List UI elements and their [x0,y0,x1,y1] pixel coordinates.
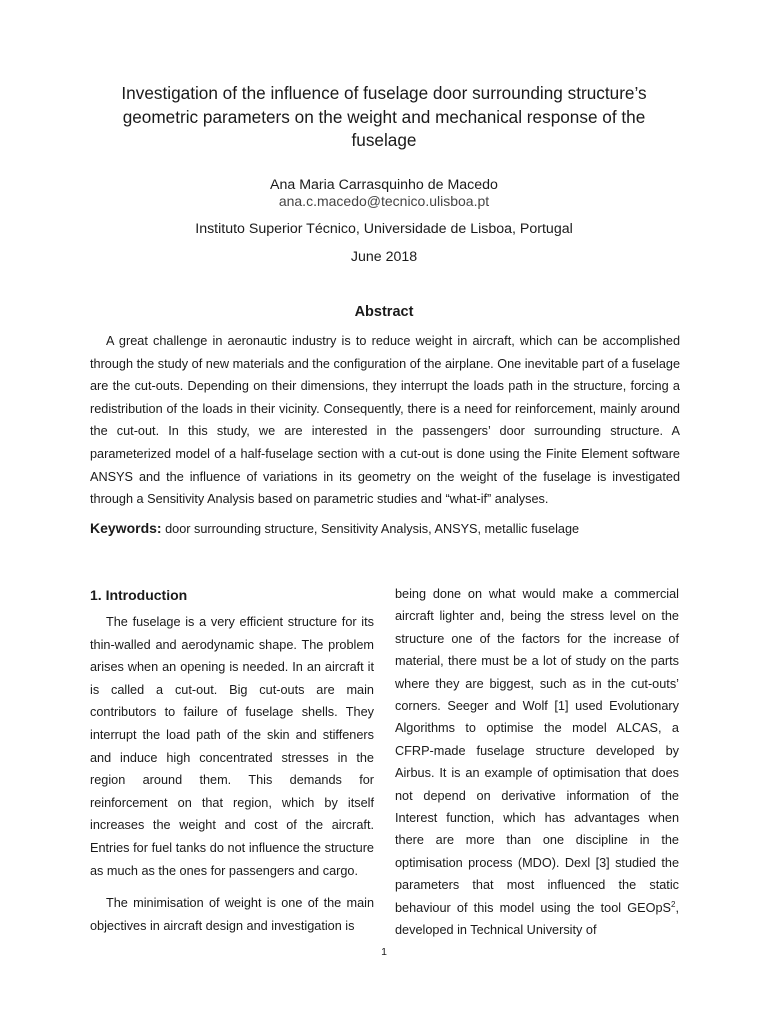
intro-paragraph-3-end: , developed in Technical University of [395,900,679,938]
intro-paragraph-1: The fuselage is a very efficient structure for its thin-walled and aerodynamic shape. The problem arises when an opening is needed. In an aircraft it is called a cut-out. Big cut-outs are main contributors to failure of fuselage shells. They interrupt the load path of the skin and stiffeners and induce high concentrated stresses in the region around them. This demands for reinforcement on that region, which by itself increases the weight and cost of the aircraft. Entries for fuel tanks do not influence the structure as much as the ones for passengers and cargo. [90,615,374,878]
abstract-text: A great challenge in aeronautic industry is to reduce weight in aircraft, which can be accomplished through the study of new materials and the configuration of the airplane. One inevitable part of a fuselage are the cut-outs. Depending on their dimensions, they interrupt the loads path in the structure, forcing a redistribution of the loads in their vicinity. Consequently, there is a need for reinforcement, mainly around the cut-out. In this study, we are interested in the passengers’ door surrounding structure. A parameterized model of a half-fuselage section with a cut-out is done using the Finite Element software ANSYS and the influence of variations in its geometry on the weight of the fuselage is investigated through a Sensitivity Analysis based on parametric studies and “what-if” analyses. [90,334,680,507]
section-heading-introduction: 1. Introduction [90,587,188,603]
keywords-text: door surrounding structure, Sensitivity Analysis, ANSYS, metallic fuselage [165,522,580,536]
left-column [90,583,374,947]
keywords-line [90,520,690,536]
keywords-label: Keywords: [90,520,162,536]
author-name: Ana Maria Carrasquinho de Macedo [270,177,498,193]
affiliation: Instituto Superior Técnico, Universidade de Lisboa, Portugal [195,221,573,237]
intro-paragraph-2: The minimisation of weight is one of the main objectives in aircraft design and investigation is [90,896,374,933]
right-column [395,583,679,952]
author-email: ana.c.macedo@tecnico.ulisboa.pt [278,193,490,209]
intro-paragraph-3 [395,583,679,942]
paper-title: Investigation of the influence of fuselage door surrounding structure’s geometric parameters on the weight and mechanical response of the fuselage [121,83,647,150]
intro-paragraph-3-text: being done on what would make a commercial aircraft lighter and, being the stress level on the structure one of the factors for the increase of material, there must be a lot of study on the parts where they are biggest, such as in the cut-outs’ corners. Seeger and Wolf [1] used Evolutionary Algorithms to optimise the model ALCAS, a CFRP-made fuselage structure developed by Airbus. It is an example of optimisation that does not depend on derivative information of the Interest function, which has advantages when there are more than one discipline in the optimisation process (MDO). Dexl [3] studied the parameters that most influenced the static behaviour of this model using the tool GEOpS [395,587,679,915]
abstract-heading: Abstract [354,304,414,320]
footnote-marker: 2 [671,899,676,909]
publication-date: June 2018 [350,249,418,265]
page-number: 1 [381,946,387,958]
